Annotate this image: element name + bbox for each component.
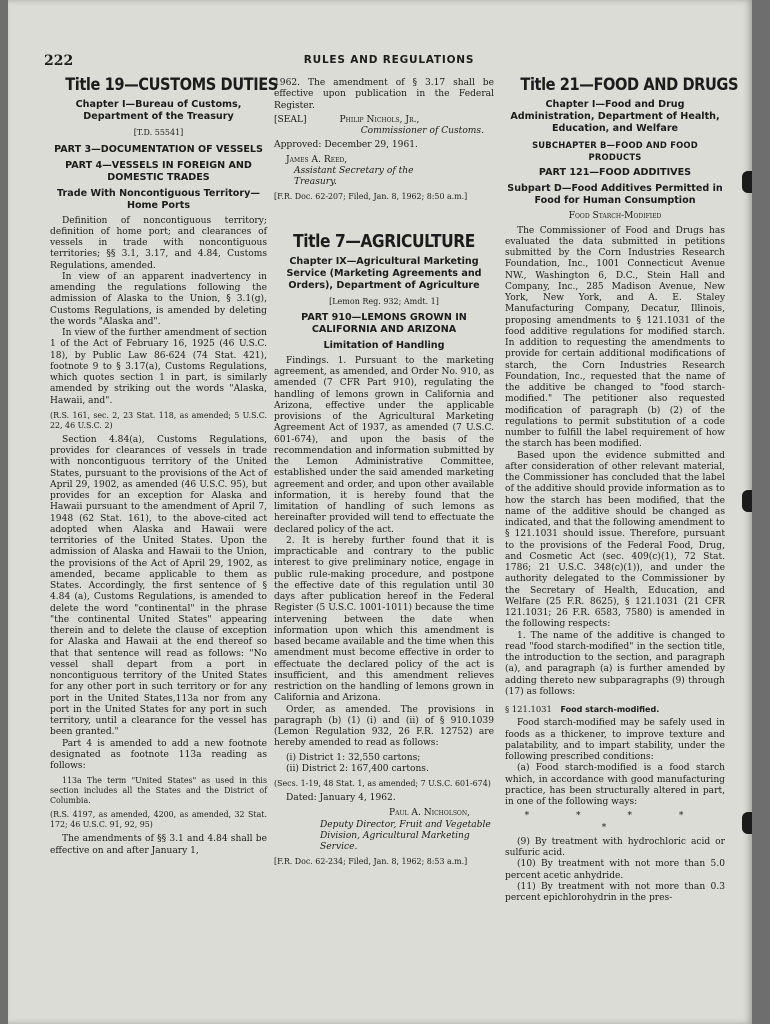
signer-title: Assistant Secretary of the Treasury. [294, 165, 414, 187]
signer-name: Philip Nichols, Jr., [339, 114, 420, 125]
paragraph: (a) Food starch-modified is a food starch which, in accordance with good manufacturing practice, has been structurally altered in part, in one of the following ways: [505, 763, 725, 807]
paragraph: (10) By treatment with not more than 5.0 percent acetic anhydride. [505, 859, 725, 881]
binding-hole [742, 171, 752, 193]
paragraph: 1962. The amendment of § 3.17 shall be effective upon publication in the Federal Register. [274, 78, 494, 111]
paragraph: The amendments of §§ 3.1 and 4.84 shall be effective on and after January 1, [50, 834, 267, 856]
title-7-heading: Title 7—AGRICULTURE [293, 231, 475, 253]
part-4-heading: PART 4—VESSELS IN FOREIGN AND DOMESTIC TRADES [65, 159, 252, 183]
paragraph: Findings. 1. Pursuant to the marketing agreement, as amended, and Order No. 910, as amended (7 CFR Part 910), regulating the handling of lemons grown in California and Arizona, effective under the applicable provisions of the Agricultural Marketing Agreement Act of 1937, as amended (7 U.S.C. 601-674), and upon the basis of the recommendation and information submitted by the Lemon Administrative Committee, established under the said amended marketing agreement and order, and upon other available information, it is hereby found that the limitation of handling of such lemons as hereinafter provided will tend to effectuate the declared policy of the act. [274, 355, 494, 535]
part-910-heading: PART 910—LEMONS GROWN IN CALIFORNIA AND ARIZONA [301, 311, 467, 335]
subject-heading: Limitation of Handling [323, 339, 445, 351]
paragraph: Definition of noncontiguous territory; definition of home port; and clearances of vessels in trade with noncontiguous territories; §§ 3.1, 3.17, and 4.84, Customs Regulations, amended. [50, 215, 267, 271]
district-list [274, 753, 494, 776]
subpart-heading: Subpart D—Food Additives Permitted in Food for Human Consumption [507, 183, 723, 207]
part-3-heading: PART 3—DOCUMENTATION OF VESSELS [54, 143, 263, 155]
document-page [8, 0, 752, 1024]
td-number: [T.D. 55541] [133, 128, 184, 138]
dated-line: Dated: January 4, 1962. [286, 793, 396, 803]
chapter-heading: Chapter I—Bureau of Customs, Department of the Treasury [75, 99, 242, 123]
page-number: 222 [44, 53, 74, 69]
signer-title: Commissioner of Customs. [360, 126, 484, 136]
list-item: (ii) District 2: 167,400 cartons. [286, 763, 429, 774]
seal-label: [SEAL] [274, 114, 307, 125]
subject-heading: Trade With Noncontiguous Territory—Home Ports [57, 187, 260, 211]
column-3 [505, 75, 739, 904]
paragraph: Food starch-modified may be safely used in foods as a thickener, to improve texture and palatability, and to impart stability, under the following prescribed conditions: [505, 718, 725, 762]
seal-line [274, 115, 494, 126]
binding-hole [742, 490, 752, 512]
column-1 [50, 75, 278, 857]
title-19-heading: Title 19—CUSTOMS DUTIES [65, 75, 278, 95]
paragraph: In view of the further amendment of section 1 of the Act of February 16, 1925 (46 U.S.C. 18), by Public Law 86-624 (74 Stat. 421), footnote 9 to § 3.17(a), Customs Regulations, which quotes section 1 in part, is similarly amended by striking out the words "Alaska, Hawaii, and". [50, 328, 267, 406]
approval-line: Approved: December 29, 1961. [274, 140, 418, 151]
paragraph: In view of an apparent inadvertency in amending the regulations following the admission of Alaska to the Union, § 3.1(g), Customs Regulations, is amended by deleting the words "Alaska and". [50, 271, 267, 327]
fr-doc-line: [F.R. Doc. 62-234; Filed, Jan. 8, 1962; 8:53 a.m.] [274, 857, 468, 867]
citation: (R.S. 161, sec. 2, 23 Stat. 118, as amended; 5 U.S.C. 22, 46 U.S.C. 2) [50, 410, 267, 430]
column-2 [274, 78, 494, 871]
paragraph: Order, as amended. The provisions in paragraph (b) (1) (i) and (ii) of § 910.1039 (Lemon Regulation 932, 26 F.R. 12752) are hereby amended to read as follows: [274, 704, 494, 749]
page-header [44, 51, 734, 71]
citation: (Secs. 1-19, 48 Stat. 1, as amended; 7 U.S.C. 601-674) [274, 779, 491, 788]
paragraph: Section 4.84(a), Customs Regulations, provides for clearances of vessels in trade with noncontiguous territory of the United States, pursuant to the provisions of the Act of April 29, 1902, as amended (46 U.S.C. 95), but provides for an exception for Alaska and Hawaii pursuant to the amendment of April 7, 1948 (62 Stat. 161), to the above-cited act adopted when Alaska and Hawaii were territories of the United States. Upon the admission of Alaska and Hawaii to the Union, the provisions of the Act of April 29, 1902, as amended, became applicable to them as States. Accordingly, the first sentence of § 4.84 (a), Customs Regulations, is amended to delete the word "continental" in the phrase "the continental United States" appearing therein and to delete the clause of exception for Alaska and Hawaii at the end thereof so that that sentence will read as follows: "No vessel shall depart from a port in noncontiguous territory of the United States for any other port in such territory or for any port in the United States,113a nor from any port in the United States for any port in such territory, until a clearance for the vessel has been granted." [50, 434, 267, 738]
signer-title: Deputy Director, Fruit and Vegetable Division, Agricultural Marketing Service. [320, 819, 491, 852]
subject-heading: Food Starch-Modified [568, 211, 662, 222]
omission-stars: * * * * * [524, 811, 706, 833]
chapter-heading: Chapter IX—Agricultural Marketing Service (Marketing Agreements and Orders), Department of Agriculture [286, 255, 482, 291]
footnote: 113a The term "United States" as used in this section includes all the States and the District of Columbia. [50, 776, 267, 806]
paragraph: Based upon the evidence submitted and after consideration of other relevant material, the Commissioner has concluded that the label of the additive should provide information as to how the starch has been modified, that the name of the additive should be changed as indicated, and that the following amendment to § 121.1031 should issue. Therefore, pursuant to the provisions of the Federal Food, Drug, and Cosmetic Act (sec. 409(c)(1), 72 Stat. 1786; 21 U.S.C. 348(c)(1)), and under the authority delegated to the Commissioner by the Secretary of Health, Education, and Welfare (25 F.R. 8625), § 121.1031 (21 CFR 121.1031; 26 F.R. 6583, 7580) is amended in the following respects: [505, 450, 725, 630]
chapter-heading: Chapter I—Food and Drug Administration, Department of Health, Education, and Welfare [510, 99, 720, 135]
section-title: Food starch-modified. [560, 705, 660, 714]
paragraph: The Commissioner of Food and Drugs has evaluated the data submitted in petitions submitted by the Corn Industries Research Foundation, Inc., 1001 Connecticut Avenue NW., Washington 6, D.C., Stein Hall and Company, Inc., 285 Madison Avenue, New York, New York, and A. E. Staley Manufacturing Company, Decatur, Illinois, proposing amendments to § 121.1031 of the food additive regulations for modified starch. In addition to requesting the amendments to provide for certain additional modifications of starch, the Corn Industries Research Foundation, Inc., requested that the name of the additive be changed to "food starch-modified." The petitioner also requested modification of paragraph (b) (2) of the regulations to permit substitution of a code number to fulfill the label requirement of how the starch has been modified. [505, 225, 725, 450]
fr-doc-line: [F.R. Doc. 62-207; Filed, Jan. 8, 1962; 8:50 a.m.] [274, 192, 468, 202]
binding-hole [742, 812, 752, 834]
paragraph: 1. The name of the additive is changed to read "food starch-modified" in the section title, the introduction to the section, and paragraph (a), and paragraph (a) is further amended by adding thereto new subparagraphs (9) through (17) as follows: [505, 630, 725, 697]
section-number: § 121.1031 [505, 704, 552, 714]
list-item: (i) District 1: 32,550 cartons; [286, 752, 421, 763]
paragraph: (9) By treatment with hydrochloric acid or sulfuric acid. [505, 836, 725, 858]
paragraph: 2. It is hereby further found that it is impracticable and contrary to the public interest to give preliminary notice, engage in public rule-making procedure, and postpone the effective date of this regulation until 30 days after publication hereof in the Federal Register (5 U.S.C. 1001-1011) because the time intervening between the date when information upon which this amendment is based became available and the time when this amendment must become effective in order to effectuate the declared policy of the act is insufficient, and this amendment relieves restriction on the handling of lemons grown in California and Arizona. [274, 535, 494, 704]
paragraph: (11) By treatment with not more than 0.3 percent epichlorohydrin in the pres- [505, 881, 725, 903]
paragraph: Part 4 is amended to add a new footnote designated as footnote 113a reading as follows: [50, 738, 267, 771]
title-21-heading: Title 21—FOOD AND DRUGS [520, 75, 739, 95]
running-head: RULES AND REGULATIONS [303, 54, 475, 66]
citation: (R.S. 4197, as amended, 4200, as amended, 32 Stat. 172; 46 U.S.C. 91, 92, 95) [50, 810, 267, 830]
part-121-heading: PART 121—FOOD ADDITIVES [538, 167, 692, 179]
signer-name: James A. Reed, [286, 154, 348, 165]
subchapter-heading: SUBCHAPTER B—FOOD AND FOOD PRODUCTS [532, 140, 698, 163]
signer-name: Paul A. Nicholson, [389, 808, 470, 819]
section-heading [505, 704, 725, 715]
regulation-number: [Lemon Reg. 932; Amdt. 1] [329, 296, 439, 306]
